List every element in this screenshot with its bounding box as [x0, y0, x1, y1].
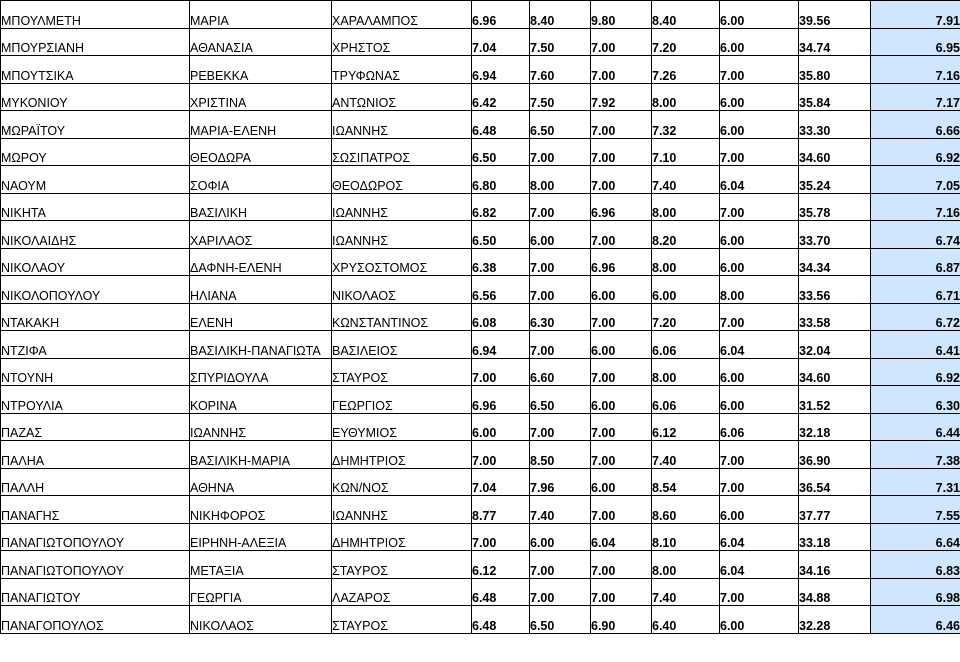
grade-cell: 8.00 — [652, 358, 720, 386]
surname-cell: ΜΠΟΥΛΜΕΤΗ — [1, 1, 190, 29]
grade-cell: 6.00 — [720, 386, 799, 414]
total-cell: 35.80 — [799, 56, 871, 84]
father-name-cell: ΙΩΑΝΝΗΣ — [332, 496, 472, 524]
grade-cell: 6.00 — [720, 358, 799, 386]
surname-cell: ΠΑΖΑΣ — [1, 413, 190, 441]
father-name-cell: ΤΡΥΦΩΝΑΣ — [332, 56, 472, 84]
father-name-cell: ΝΙΚΟΛΑΟΣ — [332, 276, 472, 304]
grade-cell: 7.04 — [472, 28, 530, 56]
father-name-cell: ΘΕΟΔΩΡΟΣ — [332, 166, 472, 194]
total-cell: 36.54 — [799, 468, 871, 496]
grade-cell: 6.00 — [720, 221, 799, 249]
grade-cell: 7.00 — [720, 56, 799, 84]
father-name-cell: ΧΡΗΣΤΟΣ — [332, 28, 472, 56]
grade-cell: 6.00 — [652, 276, 720, 304]
first-name-cell: ΚΟΡΙΝΑ — [190, 386, 332, 414]
grade-cell: 7.40 — [652, 441, 720, 469]
grade-cell: 7.00 — [472, 358, 530, 386]
grade-cell: 6.38 — [472, 248, 530, 276]
total-cell: 34.34 — [799, 248, 871, 276]
grade-cell: 6.90 — [591, 606, 652, 634]
grade-cell: 7.00 — [591, 358, 652, 386]
father-name-cell: ΛΑΖΑΡΟΣ — [332, 578, 472, 606]
grade-cell: 7.40 — [530, 496, 591, 524]
father-name-cell: ΙΩΑΝΝΗΣ — [332, 193, 472, 221]
grade-cell: 6.00 — [591, 386, 652, 414]
father-name-cell: ΚΩΝ/ΝΟΣ — [332, 468, 472, 496]
grade-cell: 6.94 — [472, 331, 530, 359]
grade-cell: 6.56 — [472, 276, 530, 304]
grade-cell: 6.04 — [591, 523, 652, 551]
grade-cell: 7.40 — [652, 578, 720, 606]
grade-cell: 8.60 — [652, 496, 720, 524]
grade-cell: 7.92 — [591, 83, 652, 111]
grade-cell: 7.00 — [591, 138, 652, 166]
grade-cell: 6.06 — [720, 413, 799, 441]
grade-cell: 7.00 — [591, 413, 652, 441]
grade-cell: 7.00 — [472, 523, 530, 551]
grade-cell: 6.94 — [472, 56, 530, 84]
total-cell: 33.70 — [799, 221, 871, 249]
first-name-cell: ΕΛΕΝΗ — [190, 303, 332, 331]
surname-cell: ΠΑΝΑΓΙΩΤΟΥ — [1, 578, 190, 606]
grade-cell: 6.48 — [472, 578, 530, 606]
average-cell: 6.30 — [871, 386, 960, 414]
grade-cell: 6.48 — [472, 606, 530, 634]
total-cell: 34.60 — [799, 138, 871, 166]
first-name-cell: ΡΕΒΕΚΚΑ — [190, 56, 332, 84]
surname-cell: ΝΑΟΥΜ — [1, 166, 190, 194]
total-cell: 32.18 — [799, 413, 871, 441]
table-body — [1, 1, 960, 634]
first-name-cell: ΧΡΙΣΤΙΝΑ — [190, 83, 332, 111]
grade-cell: 8.00 — [652, 193, 720, 221]
total-cell: 33.56 — [799, 276, 871, 304]
grade-cell: 7.00 — [591, 496, 652, 524]
surname-cell: ΝΤΖΙΦΑ — [1, 331, 190, 359]
average-cell: 6.98 — [871, 578, 960, 606]
grade-cell: 6.60 — [530, 358, 591, 386]
average-cell: 7.17 — [871, 83, 960, 111]
father-name-cell: ΣΤΑΥΡΟΣ — [332, 551, 472, 579]
table-row — [1, 606, 960, 634]
grade-cell: 7.00 — [472, 441, 530, 469]
grade-cell: 8.00 — [652, 83, 720, 111]
father-name-cell: ΔΗΜΗΤΡΙΟΣ — [332, 441, 472, 469]
grade-cell: 6.48 — [472, 111, 530, 139]
grade-cell: 8.40 — [530, 1, 591, 29]
table-row — [1, 551, 960, 579]
father-name-cell: ΣΤΑΥΡΟΣ — [332, 358, 472, 386]
surname-cell: ΠΑΛΗΑ — [1, 441, 190, 469]
grade-cell: 7.00 — [591, 166, 652, 194]
average-cell: 7.38 — [871, 441, 960, 469]
total-cell: 35.24 — [799, 166, 871, 194]
table-row — [1, 331, 960, 359]
first-name-cell: ΗΛΙΑΝΑ — [190, 276, 332, 304]
grade-cell: 6.00 — [591, 276, 652, 304]
grade-cell: 6.96 — [591, 248, 652, 276]
grade-cell: 7.00 — [591, 551, 652, 579]
grade-cell: 6.00 — [720, 83, 799, 111]
grade-cell: 6.00 — [720, 111, 799, 139]
grade-cell: 7.96 — [530, 468, 591, 496]
grade-cell: 7.00 — [720, 193, 799, 221]
average-cell: 6.92 — [871, 358, 960, 386]
grade-cell: 6.04 — [720, 551, 799, 579]
surname-cell: ΜΩΡΟΥ — [1, 138, 190, 166]
total-cell: 37.77 — [799, 496, 871, 524]
grade-cell: 6.08 — [472, 303, 530, 331]
table-row — [1, 28, 960, 56]
grade-cell: 6.00 — [720, 496, 799, 524]
table-row — [1, 496, 960, 524]
grade-cell: 7.00 — [530, 248, 591, 276]
total-cell: 35.78 — [799, 193, 871, 221]
grade-cell: 7.00 — [591, 28, 652, 56]
grade-cell: 7.10 — [652, 138, 720, 166]
table-row — [1, 358, 960, 386]
average-cell: 6.46 — [871, 606, 960, 634]
average-cell: 7.16 — [871, 56, 960, 84]
grade-cell: 6.50 — [530, 606, 591, 634]
grade-cell: 7.00 — [591, 578, 652, 606]
grade-cell: 6.00 — [720, 606, 799, 634]
grade-cell: 6.12 — [472, 551, 530, 579]
average-cell: 7.16 — [871, 193, 960, 221]
first-name-cell: ΜΕΤΑΞΙΑ — [190, 551, 332, 579]
average-cell: 6.66 — [871, 111, 960, 139]
total-cell: 33.18 — [799, 523, 871, 551]
grade-cell: 9.80 — [591, 1, 652, 29]
total-cell: 35.84 — [799, 83, 871, 111]
father-name-cell: ΚΩΝΣΤΑΝΤΙΝΟΣ — [332, 303, 472, 331]
average-cell: 7.55 — [871, 496, 960, 524]
grade-cell: 8.50 — [530, 441, 591, 469]
grade-cell: 7.00 — [591, 221, 652, 249]
grade-cell: 6.50 — [472, 221, 530, 249]
grade-cell: 7.00 — [591, 303, 652, 331]
grade-cell: 8.10 — [652, 523, 720, 551]
total-cell: 33.58 — [799, 303, 871, 331]
table-row — [1, 276, 960, 304]
table-row — [1, 56, 960, 84]
grade-cell: 6.50 — [530, 111, 591, 139]
table-row — [1, 303, 960, 331]
father-name-cell: ΙΩΑΝΝΗΣ — [332, 221, 472, 249]
grade-cell: 8.00 — [720, 276, 799, 304]
first-name-cell: ΕΙΡΗΝΗ-ΑΛΕΞΙΑ — [190, 523, 332, 551]
grade-cell: 7.00 — [530, 193, 591, 221]
first-name-cell: ΧΑΡΙΛΑΟΣ — [190, 221, 332, 249]
table-row — [1, 578, 960, 606]
grade-cell: 6.00 — [591, 468, 652, 496]
father-name-cell: ΓΕΩΡΓΙΟΣ — [332, 386, 472, 414]
grade-cell: 7.00 — [530, 138, 591, 166]
grade-cell: 7.00 — [530, 578, 591, 606]
father-name-cell: ΕΥΘΥΜΙΟΣ — [332, 413, 472, 441]
average-cell: 7.91 — [871, 1, 960, 29]
first-name-cell: ΝΙΚΟΛΑΟΣ — [190, 606, 332, 634]
average-cell: 6.74 — [871, 221, 960, 249]
average-cell: 6.92 — [871, 138, 960, 166]
average-cell: 6.83 — [871, 551, 960, 579]
grade-cell: 6.00 — [720, 28, 799, 56]
grade-cell: 8.54 — [652, 468, 720, 496]
father-name-cell: ΣΩΣΙΠΑΤΡΟΣ — [332, 138, 472, 166]
grade-cell: 7.20 — [652, 303, 720, 331]
grade-cell: 8.20 — [652, 221, 720, 249]
total-cell: 36.90 — [799, 441, 871, 469]
grade-cell: 7.00 — [530, 276, 591, 304]
table-row — [1, 221, 960, 249]
average-cell: 6.72 — [871, 303, 960, 331]
total-cell: 32.28 — [799, 606, 871, 634]
first-name-cell: ΒΑΣΙΛΙΚΗ — [190, 193, 332, 221]
first-name-cell: ΒΑΣΙΛΙΚΗ-ΠΑΝΑΓΙΩΤΑ — [190, 331, 332, 359]
grade-cell: 7.00 — [591, 441, 652, 469]
table-row — [1, 83, 960, 111]
father-name-cell: ΧΡΥΣΟΣΤΟΜΟΣ — [332, 248, 472, 276]
total-cell: 34.88 — [799, 578, 871, 606]
grade-cell: 8.00 — [530, 166, 591, 194]
average-cell: 6.44 — [871, 413, 960, 441]
surname-cell: ΠΑΝΑΓΙΩΤΟΠΟΥΛΟΥ — [1, 551, 190, 579]
surname-cell: ΠΑΛΛΗ — [1, 468, 190, 496]
surname-cell: ΜΥΚΟΝΙΟΥ — [1, 83, 190, 111]
average-cell: 6.41 — [871, 331, 960, 359]
first-name-cell: ΜΑΡΙΑ — [190, 1, 332, 29]
surname-cell: ΝΤΡΟΥΛΙΑ — [1, 386, 190, 414]
total-cell: 34.74 — [799, 28, 871, 56]
grade-cell: 8.00 — [652, 551, 720, 579]
table-row — [1, 166, 960, 194]
average-cell: 6.87 — [871, 248, 960, 276]
father-name-cell: ΑΝΤΩΝΙΟΣ — [332, 83, 472, 111]
grade-cell: 6.06 — [652, 386, 720, 414]
grade-cell: 6.82 — [472, 193, 530, 221]
grade-cell: 6.04 — [720, 523, 799, 551]
table-row — [1, 523, 960, 551]
grade-cell: 7.04 — [472, 468, 530, 496]
grade-cell: 7.00 — [720, 303, 799, 331]
grade-cell: 6.50 — [530, 386, 591, 414]
total-cell: 33.30 — [799, 111, 871, 139]
total-cell: 34.60 — [799, 358, 871, 386]
first-name-cell: ΔΑΦΝΗ-ΕΛΕΝΗ — [190, 248, 332, 276]
grade-cell: 6.04 — [720, 331, 799, 359]
grade-cell: 6.96 — [591, 193, 652, 221]
surname-cell: ΝΤΟΥΝΗ — [1, 358, 190, 386]
surname-cell: ΜΠΟΥΤΣΙΚΑ — [1, 56, 190, 84]
grade-cell: 6.06 — [652, 331, 720, 359]
grade-cell: 7.00 — [530, 413, 591, 441]
father-name-cell: ΧΑΡΑΛΑΜΠΟΣ — [332, 1, 472, 29]
grade-cell: 7.26 — [652, 56, 720, 84]
grade-cell: 6.00 — [720, 248, 799, 276]
total-cell: 39.56 — [799, 1, 871, 29]
surname-cell: ΜΩΡΑΪΤΟΥ — [1, 111, 190, 139]
father-name-cell: ΔΗΜΗΤΡΙΟΣ — [332, 523, 472, 551]
table-row — [1, 111, 960, 139]
first-name-cell: ΝΙΚΗΦΟΡΟΣ — [190, 496, 332, 524]
grade-cell: 8.00 — [652, 248, 720, 276]
table-row — [1, 193, 960, 221]
grade-cell: 7.20 — [652, 28, 720, 56]
first-name-cell: ΒΑΣΙΛΙΚΗ-ΜΑΡΙΑ — [190, 441, 332, 469]
father-name-cell: ΣΤΑΥΡΟΣ — [332, 606, 472, 634]
first-name-cell: ΣΟΦΙΑ — [190, 166, 332, 194]
grade-cell: 6.12 — [652, 413, 720, 441]
surname-cell: ΝΙΚΟΛΑΙΔΗΣ — [1, 221, 190, 249]
first-name-cell: ΙΩΑΝΝΗΣ — [190, 413, 332, 441]
grade-cell: 8.77 — [472, 496, 530, 524]
grade-cell: 6.00 — [720, 1, 799, 29]
grade-cell: 7.40 — [652, 166, 720, 194]
surname-cell: ΠΑΝΑΓΟΠΟΥΛΟΣ — [1, 606, 190, 634]
grade-cell: 6.00 — [530, 523, 591, 551]
grade-cell: 7.32 — [652, 111, 720, 139]
grade-cell: 7.50 — [530, 28, 591, 56]
grade-cell: 7.00 — [530, 551, 591, 579]
table-row — [1, 138, 960, 166]
average-cell: 6.95 — [871, 28, 960, 56]
grade-cell: 6.42 — [472, 83, 530, 111]
grade-cell: 6.00 — [472, 413, 530, 441]
table-row — [1, 248, 960, 276]
grade-cell: 8.40 — [652, 1, 720, 29]
grade-cell: 7.00 — [720, 441, 799, 469]
grade-cell: 6.96 — [472, 386, 530, 414]
average-cell: 7.05 — [871, 166, 960, 194]
surname-cell: ΠΑΝΑΓΗΣ — [1, 496, 190, 524]
grade-cell: 6.00 — [530, 221, 591, 249]
table-row — [1, 1, 960, 29]
grade-cell: 6.96 — [472, 1, 530, 29]
table-row — [1, 468, 960, 496]
surname-cell: ΜΠΟΥΡΣΙΑΝΗ — [1, 28, 190, 56]
first-name-cell: ΑΘΑΝΑΣΙΑ — [190, 28, 332, 56]
grade-cell: 6.04 — [720, 166, 799, 194]
grade-cell: 7.00 — [720, 578, 799, 606]
grade-cell: 7.00 — [720, 138, 799, 166]
first-name-cell: ΘΕΟΔΩΡΑ — [190, 138, 332, 166]
total-cell: 31.52 — [799, 386, 871, 414]
grade-cell: 7.00 — [720, 468, 799, 496]
grade-cell: 7.00 — [591, 56, 652, 84]
surname-cell: ΝΙΚΗΤΑ — [1, 193, 190, 221]
total-cell: 34.16 — [799, 551, 871, 579]
first-name-cell: ΜΑΡΙΑ-ΕΛΕΝΗ — [190, 111, 332, 139]
surname-cell: ΝΙΚΟΛΑΟΥ — [1, 248, 190, 276]
grade-cell: 6.50 — [472, 138, 530, 166]
surname-cell: ΠΑΝΑΓΙΩΤΟΠΟΥΛΟΥ — [1, 523, 190, 551]
grade-cell: 7.50 — [530, 83, 591, 111]
surname-cell: ΝΤΑΚΑΚΗ — [1, 303, 190, 331]
table-row — [1, 386, 960, 414]
grade-cell: 6.40 — [652, 606, 720, 634]
first-name-cell: ΣΠΥΡΙΔΟΥΛΑ — [190, 358, 332, 386]
grade-cell: 7.60 — [530, 56, 591, 84]
grade-cell: 7.00 — [530, 331, 591, 359]
father-name-cell: ΒΑΣΙΛΕΙΟΣ — [332, 331, 472, 359]
first-name-cell: ΓΕΩΡΓΙΑ — [190, 578, 332, 606]
average-cell: 7.31 — [871, 468, 960, 496]
grade-cell: 6.30 — [530, 303, 591, 331]
first-name-cell: ΑΘΗΝΑ — [190, 468, 332, 496]
total-cell: 32.04 — [799, 331, 871, 359]
grade-cell: 7.00 — [591, 111, 652, 139]
surname-cell: ΝΙΚΟΛΟΠΟΥΛΟΥ — [1, 276, 190, 304]
father-name-cell: ΙΩΑΝΝΗΣ — [332, 111, 472, 139]
grade-cell: 6.80 — [472, 166, 530, 194]
average-cell: 6.64 — [871, 523, 960, 551]
table-row — [1, 441, 960, 469]
grade-cell: 6.00 — [591, 331, 652, 359]
average-cell: 6.71 — [871, 276, 960, 304]
table-row — [1, 413, 960, 441]
